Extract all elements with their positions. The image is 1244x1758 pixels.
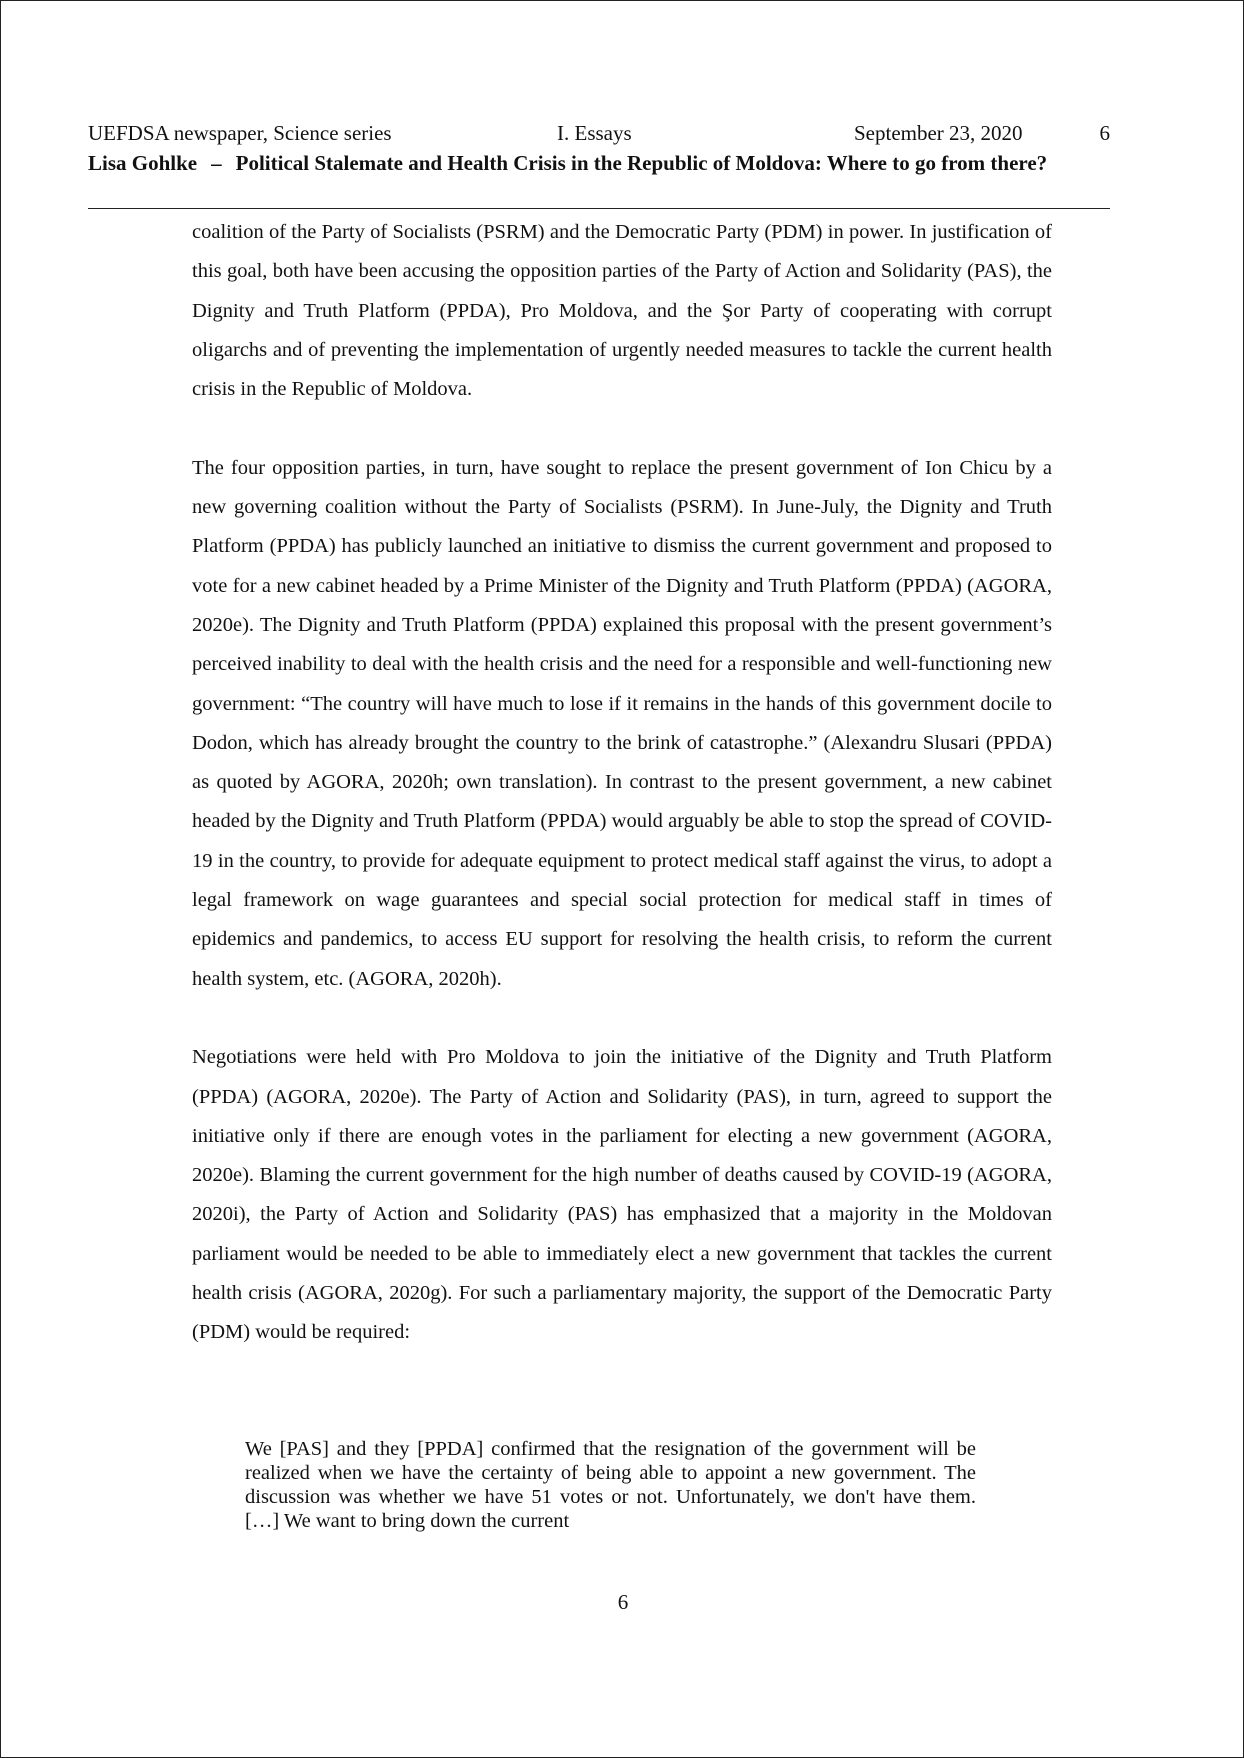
paragraph: The four opposition parties, in turn, have sought to replace the present government of Ion Chicu by a new governing coalition without the Party of Socialists (PSRM). In June-July, the Dignity and Truth Platform (PPDA) has publicly launched an initiative to dismiss the current government and proposed to vote for a new cabinet headed by a Prime Minister of the Dignity and Truth Platform (PPDA) (AGORA, 2020e). The Dignity and Truth Platform (PPDA) explained this proposal with the present government’s perceived inability to deal with the health crisis and the need for a responsible and well-functioning new government: “The country will have much to lose if it remains in the hands of this government docile to Dodon, which has already brought the country to the brink of catastrophe.” (Alexandru Slusari (PPDA) as quoted by AGORA, 2020h; own translation). In contrast to the present government, a new cabinet headed by the Dignity and Truth Platform (PPDA) would arguably be able to stop the spread of COVID-19 in the country, to provide for adequate equipment to protect medical staff against the virus, to adopt a legal framework on wage guarantees and special social protection for medical staff in times of epidemics and pandemics, to access EU support for resolving the health crisis, to reform the current health system, etc. (AGORA, 2020h). xyxy=(192,456,1052,990)
publication-name: UEFDSA newspaper, Science series xyxy=(88,121,392,145)
paragraph: Negotiations were held with Pro Moldova to join the initiative of the Dignity and Truth Platform (PPDA) (AGORA, 2020e). The Party of Action and Solidarity (PAS), in turn, agreed to support the initiative only if there are enough votes in the parliament for electing a new government (AGORA, 2020e). Blaming the current government for the high number of deaths caused by COVID-19 (AGORA, 2020i), the Party of Action and Solidarity (PAS) has emphasized that a majority in the Moldovan parliament would be needed to be able to immediately elect a new government that tackles the current health crisis (AGORA, 2020g). For such a parliamentary majority, the support of the Democratic Party (PDM) would be required: xyxy=(192,1046,1052,1344)
header-divider xyxy=(88,208,1110,209)
publication-date: September 23, 2020 xyxy=(854,121,1023,145)
section-label: I. Essays xyxy=(557,121,632,145)
article-heading xyxy=(88,150,1110,176)
article-title: Political Stalemate and Health Crisis in the Republic of Moldova: Where to go from there? xyxy=(235,151,1048,175)
header-meta-row xyxy=(88,120,1110,146)
block-quote: We [PAS] and they [PPDA] confirmed that the resignation of the government will be realized when we have the certainty of being able to appoint a new government. The discussion was whether we have 51 votes or not. Unfortunately, we don't have them. […] We want to bring down the current xyxy=(245,1438,976,1532)
article-body xyxy=(192,213,1052,1353)
footer-page-number: 6 xyxy=(617,1590,629,1614)
heading-dash: – xyxy=(211,151,222,175)
running-header xyxy=(88,120,1110,176)
author-name: Lisa Gohlke xyxy=(88,151,198,175)
paragraph: coalition of the Party of Socialists (PSRM) and the Democratic Party (PDM) in power. In justification of this goal, both have been accusing the opposition parties of the Party of Action and Solidarity (PAS), the Dignity and Truth Platform (PPDA), Pro Moldova, and the Şor Party of cooperating with corrupt oligarchs and of preventing the implementation of urgently needed measures to tackle the current health crisis in the Republic of Moldova. xyxy=(192,221,1052,401)
header-page-number: 6 xyxy=(1099,121,1110,145)
